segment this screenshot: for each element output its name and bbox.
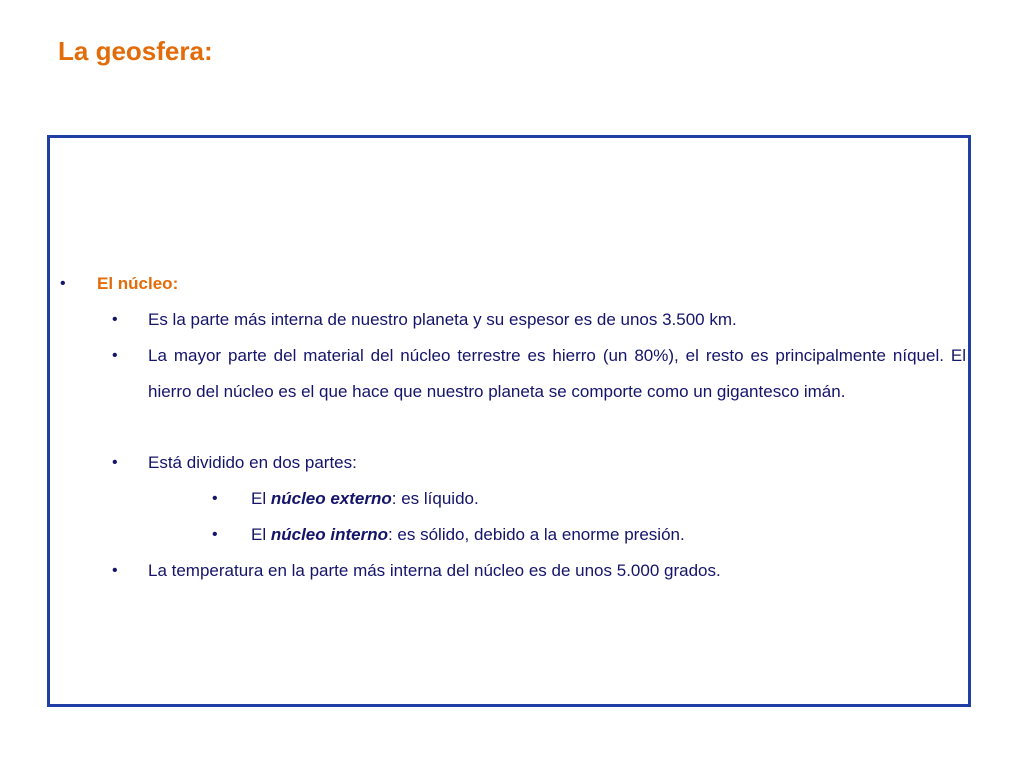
term-nucleo-interno: núcleo interno (270, 525, 388, 544)
sub-point-prefix: El (251, 525, 271, 544)
bullet-marker: • (112, 454, 118, 471)
term-nucleo-externo: núcleo externo (270, 489, 392, 508)
bullet-marker: • (212, 526, 218, 543)
list-item: Está dividido en dos partes: (148, 453, 357, 472)
bullet-marker: • (212, 490, 218, 507)
list-item (251, 481, 966, 517)
list-item (251, 517, 966, 553)
bullet-marker: • (60, 275, 66, 292)
sub-point-text: : es líquido. (391, 489, 479, 508)
bullet-marker: • (112, 562, 118, 579)
list-item: La temperatura en la parte más interna del núcleo es de unos 5.000 grados. (148, 561, 721, 580)
bullet-marker: • (112, 311, 118, 328)
sub-point-prefix: El (251, 489, 271, 508)
list-item: La mayor parte del material del núcleo terrestre es hierro (un 80%), el resto es principalmente níquel. El hierro del núcleo es el que hace que nuestro planeta se comporte como un gigantesco imán. (148, 346, 966, 401)
list-item: Es la parte más interna de nuestro planeta y su espesor es de unos 3.500 km. (148, 310, 737, 329)
slide-title: La geosfera: (58, 36, 213, 66)
section-heading: El núcleo: (97, 274, 179, 293)
bullet-marker: • (112, 347, 118, 364)
sub-point-text: : es sólido, debido a la enorme presión. (387, 525, 685, 544)
